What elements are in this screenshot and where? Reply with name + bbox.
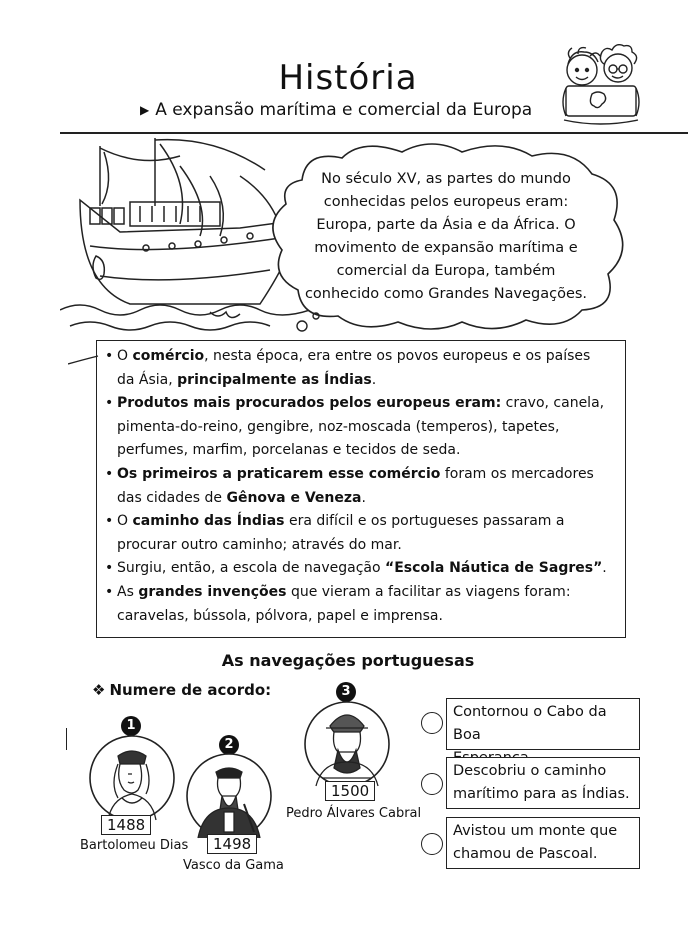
option-box: Avistou um monte que chamou de Pascoal. <box>446 817 640 869</box>
fact-item: • Surgiu, então, a escola de navegação “Escola Náutica de Sagres”. <box>105 557 617 581</box>
intro-line: conhecido como Grandes Navegações. <box>304 286 588 302</box>
answer-circle[interactable] <box>421 833 443 855</box>
explorer-name: Vasco da Gama <box>183 858 284 873</box>
instruction-text: Numere de acordo: <box>109 681 272 699</box>
fact-item: • Produtos mais procurados pelos europeus eram: cravo, canela, pimenta-do-reino, gengibre, noz-moscada (temperos), tapetes, perfumes, marfim, porcelanas e tecidos de seda. <box>105 392 617 463</box>
explorer-number-badge: 3 <box>336 682 356 702</box>
explorer-name: Bartolomeu Dias <box>80 838 189 853</box>
intro-line: comercial da Europa, também <box>336 263 556 279</box>
margin-line <box>66 728 67 750</box>
exercise-instruction <box>92 681 271 699</box>
children-with-map-icon <box>556 44 646 126</box>
year-box: 1488 <box>101 815 151 835</box>
explorer-portrait-icon <box>302 700 392 788</box>
explorer-portrait-icon <box>184 752 274 840</box>
facts-box <box>96 340 626 638</box>
explorer-portrait-icon <box>88 734 176 822</box>
fact-item: • O comércio, nesta época, era entre os povos europeus e os países da Ásia, principalmente as Índias. <box>105 345 617 392</box>
intro-line: Europa, parte da Ásia e da África. O <box>316 217 576 233</box>
star-bullet-icon: ❖ <box>92 681 106 699</box>
fact-item: • O caminho das Índias era difícil e os portugueses passaram a procurar outro caminho; através do mar. <box>105 510 617 557</box>
page-title: História <box>278 58 418 98</box>
answer-circle[interactable] <box>421 712 443 734</box>
year-box: 1498 <box>207 834 257 854</box>
intro-line: movimento de expansão marítima e <box>314 240 578 256</box>
fact-item: • Os primeiros a praticarem esse comércio foram os mercadores das cidades de Gênova e Veneza. <box>105 463 617 510</box>
option-box: Descobriu o caminho marítimo para as Índias. <box>446 757 640 809</box>
intro-line: conhecidas pelos europeus eram: <box>323 194 569 210</box>
intro-line: No século XV, as partes do mundo <box>321 171 571 187</box>
triangle-right-icon: ▶ <box>140 103 150 117</box>
answer-circle[interactable] <box>421 773 443 795</box>
section-title: As navegações portuguesas <box>221 651 475 670</box>
page-subtitle <box>140 100 532 120</box>
explorer-number-badge: 2 <box>219 735 239 755</box>
explorer-name: Pedro Álvares Cabral <box>286 806 422 821</box>
year-box: 1500 <box>325 781 375 801</box>
header-divider <box>60 132 688 134</box>
intro-text <box>286 168 606 306</box>
explorer-number-badge: 1 <box>121 716 141 736</box>
option-box: Contornou o Cabo da Boa <box>446 698 640 750</box>
subtitle-text: A expansão marítima e comercial da Europa <box>155 100 533 120</box>
fact-item: • As grandes invenções que vieram a facilitar as viagens foram: caravelas, bússola, pólvora, papel e imprensa. <box>105 581 617 628</box>
